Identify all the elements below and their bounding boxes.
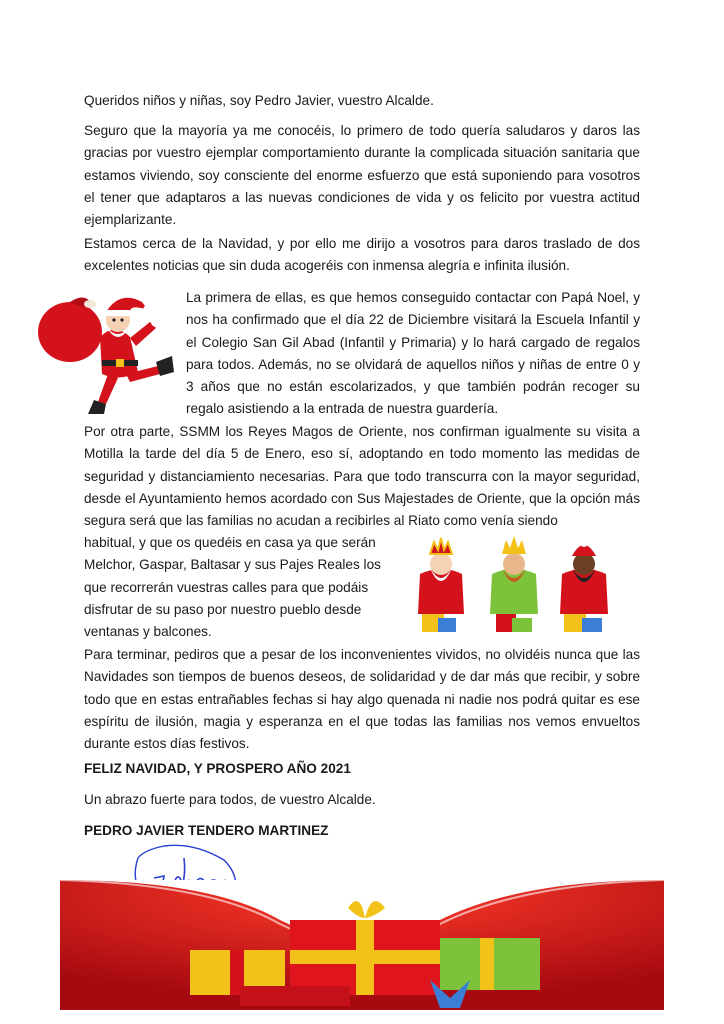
paragraph-5: Para terminar, pediros que a pesar de los inconvenientes vividos, no olvidéis nunca que las Navidades son tiempos de buenos deseos, de solidaridad y de dar más que recibir, y sobre todo que en estas entrañables fechas si hay algo quenada ni nadie nos podrá quitar es ese espíritu de ilusión, magia y esperanza en el que todas las familias nos vemos envueltos durante estos días festivos. (84, 647, 640, 752)
santa-claus-illustration (30, 282, 180, 422)
closing: Un abrazo fuerte para todos, de vuestro Alcalde. (84, 792, 376, 807)
paragraph-4: Por otra parte, SSMM los Reyes Magos de Oriente, nos confirman igualmente su visita a Motilla la tarde del día 5 de Enero, eso sí, adoptando en todo momento las medidas de seguridad y distanciamiento necesarias. Para que todo transcurra con la mayor seguridad, desde el Ayuntamiento hemos acordado con Sus Majestades de Oriente, que la opción más segura será que las familias no acudan a recibirles al Riato como venía siendo (84, 424, 640, 529)
greeting: Queridos niños y niñas, soy Pedro Javier, vuestro Alcalde. (84, 93, 434, 108)
christmas-gifts-banner (60, 880, 664, 1010)
wishes: FELIZ NAVIDAD, Y PROSPERO AÑO 2021 (84, 761, 351, 776)
signatory-name: PEDRO JAVIER TENDERO MARTINEZ (84, 823, 329, 838)
paragraph-1: Seguro que la mayoría ya me conocéis, lo primero de todo quería saludaros y daros las gracias por vuestro ejemplar comportamiento durante la complicada situación sanitaria que estamos viviendo, soy consciente del enorme esfuerzo que está suponiendo para vosotros el tener que adaptaros a las nuevas condiciones de vida y os felicito por vuestra actitud ejemplarizante. (84, 123, 640, 228)
paragraph-2: Estamos cerca de la Navidad, y por ello me dirijo a vosotros para daros traslado de dos excelentes noticias que sin duda acogeréis con inmensa alegría e infinita ilusión. (84, 236, 640, 274)
paragraph-3: La primera de ellas, es que hemos conseguido contactar con Papá Noel, y nos ha confirmado que el día 22 de Diciembre visitará la Escuela Infantil y el Colegio San Gil Abad (Infantil y Primaria) y lo hará cargado de regalos para todos. Además, no se olvidará de aquellos niños y niñas de entre 0 y 3 años que no están escolarizados, y que también podrán recoger su regalo asistiendo a la entrada de nuestra guardería. (186, 290, 640, 417)
paragraph-4-continued: habitual, y que os quedéis en casa ya que serán Melchor, Gaspar, Baltasar y sus Pajes Reales los que recorrerán vuestras calles para que podáis disfrutar de su paso por nuestro pueblo desde ventanas y balcones. (84, 535, 381, 640)
three-wise-men-illustration (404, 534, 634, 644)
